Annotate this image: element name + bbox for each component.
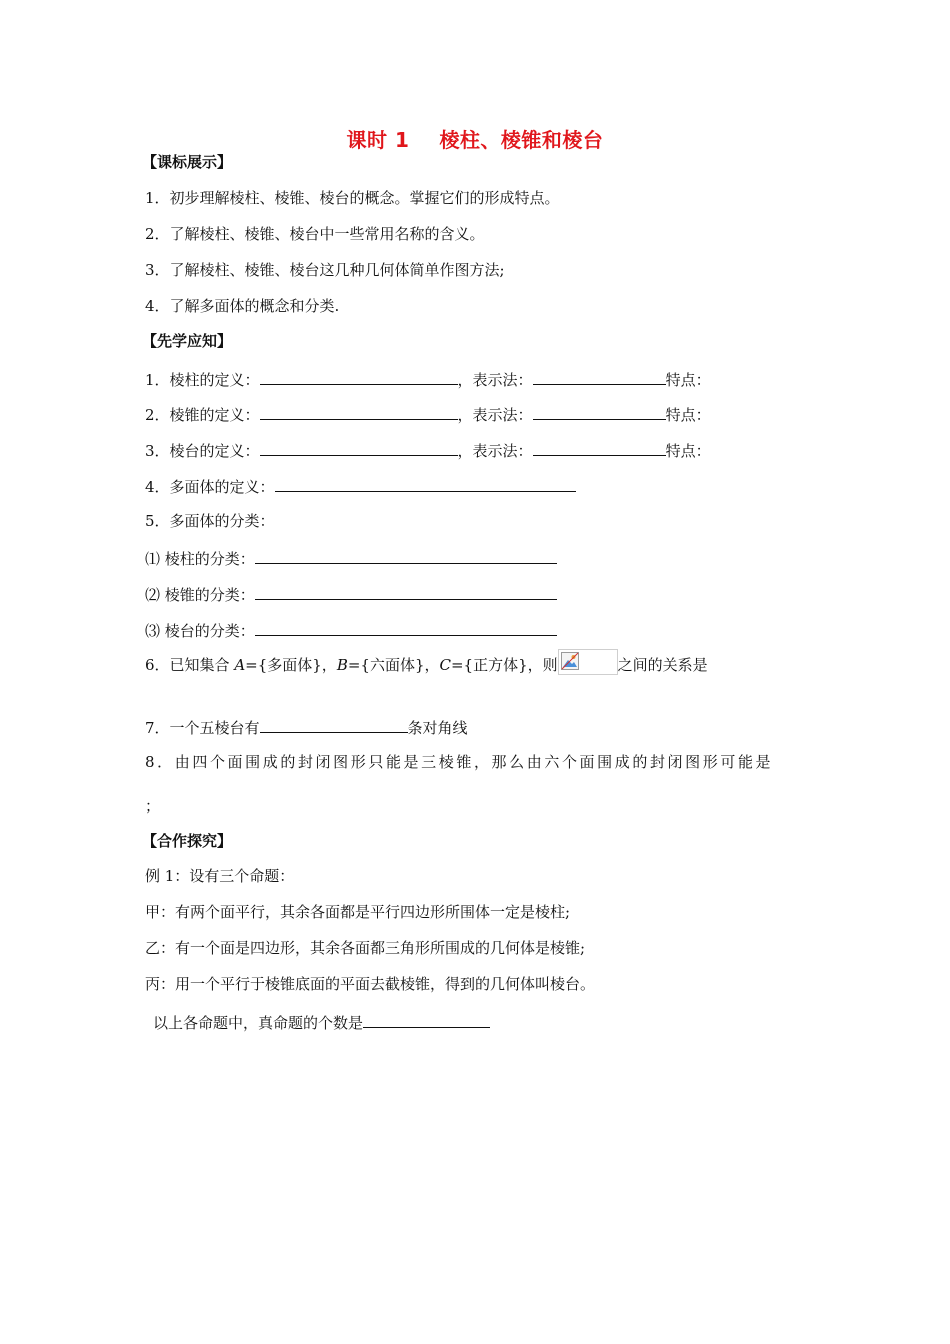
lesson-number: 课时 1 [346,128,410,152]
answer-blank-frustum-classification[interactable] [255,619,557,636]
question-4-label: 4．多面体的定义： [145,478,275,496]
question-6-suffix: 之间的关系是 [617,656,708,674]
question-2 [145,403,711,425]
goal-1: 1．初步理解棱柱、棱锥、棱台的概念。掌握它们的形成特点。 [145,189,560,207]
set-a-contents: ={多面体}， [245,656,337,674]
question-3 [145,439,711,461]
answer-blank-frustum-notation[interactable] [533,439,666,456]
set-c-symbol: C [439,656,451,674]
proposition-jia: 甲：有两个面平行，其余各面都是平行四边形所围体一定是棱柱; [145,903,571,921]
set-b-contents: ={六面体}， [347,656,440,674]
question-1-feature-label: 特点： [665,371,711,389]
question-6-prefix: 6．已知集合 [145,656,235,674]
question-6 [145,655,708,675]
answer-blank-pyramid-definition[interactable] [260,403,458,420]
question-5c [145,619,557,641]
question-7-prefix: 7．一个五棱台有 [145,719,260,737]
question-1-label: 1．棱柱的定义： [145,371,260,389]
proposition-yi: 乙：有一个面是四边形，其余各面都三角形所围成的几何体是棱锥; [145,939,586,957]
answer-blank-pyramid-notation[interactable] [533,403,666,420]
answer-blank-diagonals[interactable] [260,716,408,733]
set-a-symbol: A [234,656,246,674]
question-1-notation-label: ，表示法： [457,371,533,389]
answer-blank-polyhedron-definition[interactable] [275,475,576,492]
set-b-symbol: B [336,656,348,674]
question-2-notation-label: ，表示法： [457,406,533,424]
question-1 [145,368,711,390]
section-explore: 【合作探究】 [142,832,233,850]
question-2-feature-label: 特点： [665,406,711,424]
goal-3: 3．了解棱柱、棱锥、棱台这几种几何体简单作图方法; [145,261,505,279]
question-7 [145,716,468,738]
answer-blank-prism-classification[interactable] [255,547,557,564]
question-3-feature-label: 特点： [665,442,711,460]
goal-2: 2．了解棱柱、棱锥、棱台中一些常用名称的含义。 [145,225,485,243]
set-c-contents: ={正方体}，则 [450,656,558,674]
answer-blank-prism-notation[interactable] [533,368,666,385]
goal-4: 4．了解多面体的概念和分类. [145,297,340,315]
example-1: 例 1：设有三个命题： [145,867,295,885]
question-5b [145,583,557,605]
question-5b-label: ⑵ 棱锥的分类： [145,586,255,604]
question-7-suffix: 条对角线 [407,719,468,737]
answer-blank-prism-definition[interactable] [260,368,458,385]
question-4 [145,475,576,497]
proposition-bing: 丙：用一个平行于棱锥底面的平面去截棱锥，得到的几何体叫棱台。 [145,975,596,993]
answer-blank-true-count[interactable] [363,1011,490,1028]
question-5a [145,547,557,569]
question-8: 8．由四个面围成的封闭图形只能是三棱锥，那么由六个面围成的封闭图形可能是 [145,753,774,771]
question-2-label: 2．棱锥的定义： [145,406,260,424]
page-title [0,124,950,153]
example-1-question-text: 以上各命题中，真命题的个数是 [153,1014,364,1032]
broken-image-icon [558,649,618,675]
section-prestudy: 【先学应知】 [142,332,233,350]
section-curriculum: 【课标展示】 [142,153,233,171]
question-3-notation-label: ，表示法： [457,442,533,460]
lesson-topic: 棱柱、棱锥和棱台 [439,128,604,152]
question-5a-label: ⑴ 棱柱的分类： [145,550,255,568]
question-3-label: 3．棱台的定义： [145,442,260,460]
question-5c-label: ⑶ 棱台的分类： [145,622,255,640]
answer-blank-frustum-definition[interactable] [260,439,458,456]
question-8-end: ； [145,797,161,815]
question-5: 5．多面体的分类： [145,512,275,530]
example-1-question [153,1011,490,1033]
answer-blank-pyramid-classification[interactable] [255,583,557,600]
